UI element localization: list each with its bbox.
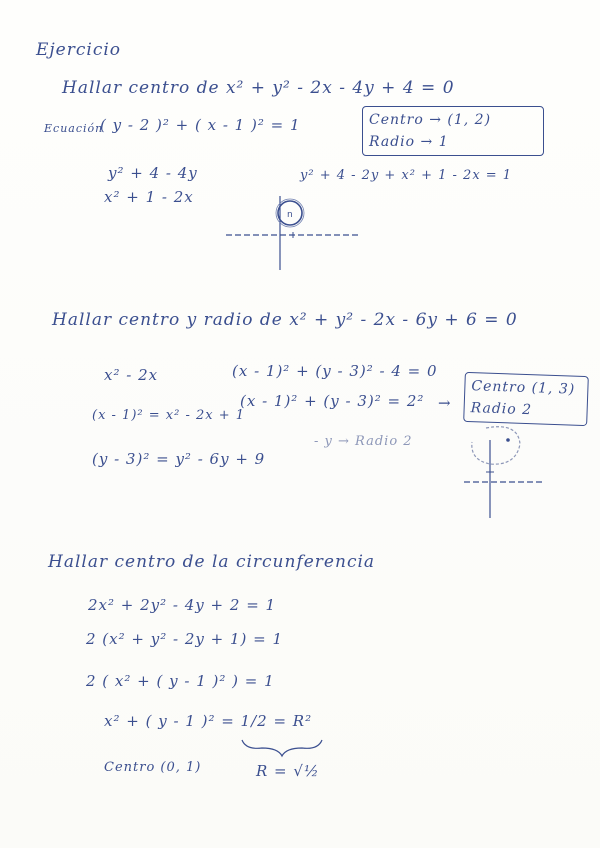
ex3-line-2: 2 (x² + y² - 2y + 1) = 1 [86,630,283,648]
ex3-line-4: x² + ( y - 1 )² = 1/2 = R² [104,712,313,730]
ex2-result-box [463,372,589,426]
ex2-work-square-y: (y - 3)² = y² - 6y + 9 [92,450,266,468]
ex2-circle-sketch [456,420,546,520]
ex3-radio: R = √½ [256,762,320,780]
ex1-statement: Hallar centro de x² + y² - 2x - 4y + 4 = 0 [62,78,455,98]
ex3-centro: Centro (0, 1) [104,760,202,775]
ex2-eq1: (x - 1)² + (y - 3)² - 4 = 0 [232,362,438,380]
ex2-eq2: (x - 1)² + (y - 3)² = 2² [240,392,425,410]
ex2-work-square-x: (x - 1)² = x² - 2x + 1 [92,408,246,423]
ex1-work-x: x² + 1 - 2x [104,188,194,206]
page-title: Ejercicio [36,40,122,60]
ex3-line-3: 2 ( x² + ( y - 1 )² ) = 1 [86,672,275,690]
ex1-box-centro: Centro → (1, 2) [369,112,492,128]
ex2-arrow: → [438,394,452,412]
ex1-work-y: y² + 4 - 4y [108,164,198,182]
ex3-line-1: 2x² + 2y² - 4y + 2 = 1 [88,596,277,614]
ex1-equation-label: Ecuación [44,122,104,135]
ex1-box-radio: Radio → 1 [369,134,449,150]
ex1-expansion: y² + 4 - 2y + x² + 1 - 2x = 1 [300,168,513,183]
ex1-result-box [362,106,544,156]
ex2-box-centro: Centro (1, 3) [471,378,576,398]
ex2-radio-line: - y → Radio 2 [314,434,413,449]
ex3-brace [238,736,328,758]
ex2-work-x: x² - 2x [104,366,159,384]
ex3-statement: Hallar centro de la circunferencia [48,552,376,572]
ex1-center-point: n [287,210,293,220]
ex1-equation: ( y - 2 )² + ( x - 1 )² = 1 [100,116,301,134]
ex2-box-radio: Radio 2 [470,400,533,419]
ex2-statement: Hallar centro y radio de x² + y² - 2x - 6y + 6 = 0 [52,310,518,330]
ex1-circle-sketch [218,190,368,272]
